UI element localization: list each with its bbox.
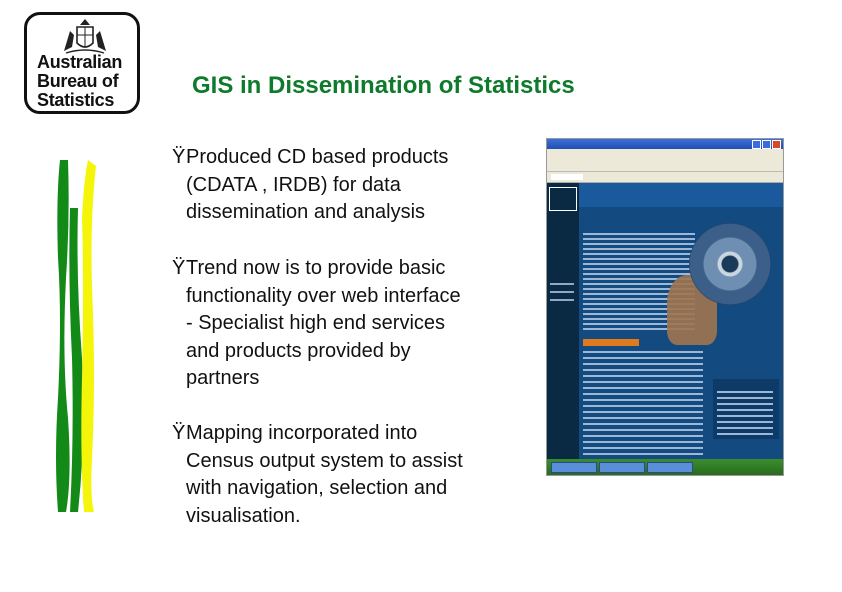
bullet-line: functionality over web interface (186, 284, 461, 307)
bullet-line: with navigation, selection and (186, 477, 448, 499)
web-main (579, 183, 783, 459)
taskbar-button (647, 462, 693, 473)
bullet-marker: Ÿ (172, 146, 186, 168)
bullet-line: Census output system to assist (186, 449, 463, 472)
bullet-line: and products provided by (186, 339, 411, 362)
bullet-item (172, 420, 463, 530)
sidebar-links (550, 283, 574, 307)
bullet-line: - Specialist high end services (186, 312, 446, 334)
bullet-marker: Ÿ (172, 257, 186, 279)
taskbar-button (551, 462, 597, 473)
web-sidebar (547, 183, 579, 459)
bullet-line: partners (186, 367, 260, 389)
cdata-banner (579, 183, 783, 207)
browser-address-bar (547, 172, 783, 183)
bullet-line: ŸProduced CD based products (172, 144, 448, 172)
web-text (717, 391, 773, 439)
bullet-line: ŸTrend now is to provide basic (172, 255, 461, 283)
slide-title: GIS in Dissemination of Statistics (192, 72, 575, 99)
bullet-line: (CDATA , IRDB) for data (186, 173, 401, 196)
abs-logo (24, 12, 140, 114)
bullet-item (172, 255, 461, 393)
logo-line-2: Bureau of (37, 71, 119, 91)
logo-text (37, 53, 122, 110)
bullet-line: visualisation. (186, 504, 301, 527)
bullet-line: dissemination and analysis (186, 201, 426, 223)
web-text (583, 351, 703, 476)
coat-of-arms-icon (60, 17, 110, 57)
cd-disc-image (689, 223, 771, 305)
web-page (547, 183, 783, 459)
windows-taskbar (547, 459, 783, 475)
logo-line-1: Australian (37, 52, 123, 72)
bullet-item (172, 144, 448, 227)
cdata-website-screenshot (546, 138, 784, 476)
logo-line-3: Statistics (37, 90, 115, 110)
web-right-box (713, 379, 779, 439)
browser-toolbar (547, 149, 783, 172)
window-buttons (752, 140, 781, 149)
orange-section-header (583, 339, 639, 346)
abs-mini-logo (549, 187, 577, 211)
decorative-stripes (52, 158, 108, 514)
bullet-marker: Ÿ (172, 422, 186, 444)
bullet-line: ŸMapping incorporated into (172, 420, 463, 448)
taskbar-button (599, 462, 645, 473)
browser-title-bar (547, 139, 783, 149)
